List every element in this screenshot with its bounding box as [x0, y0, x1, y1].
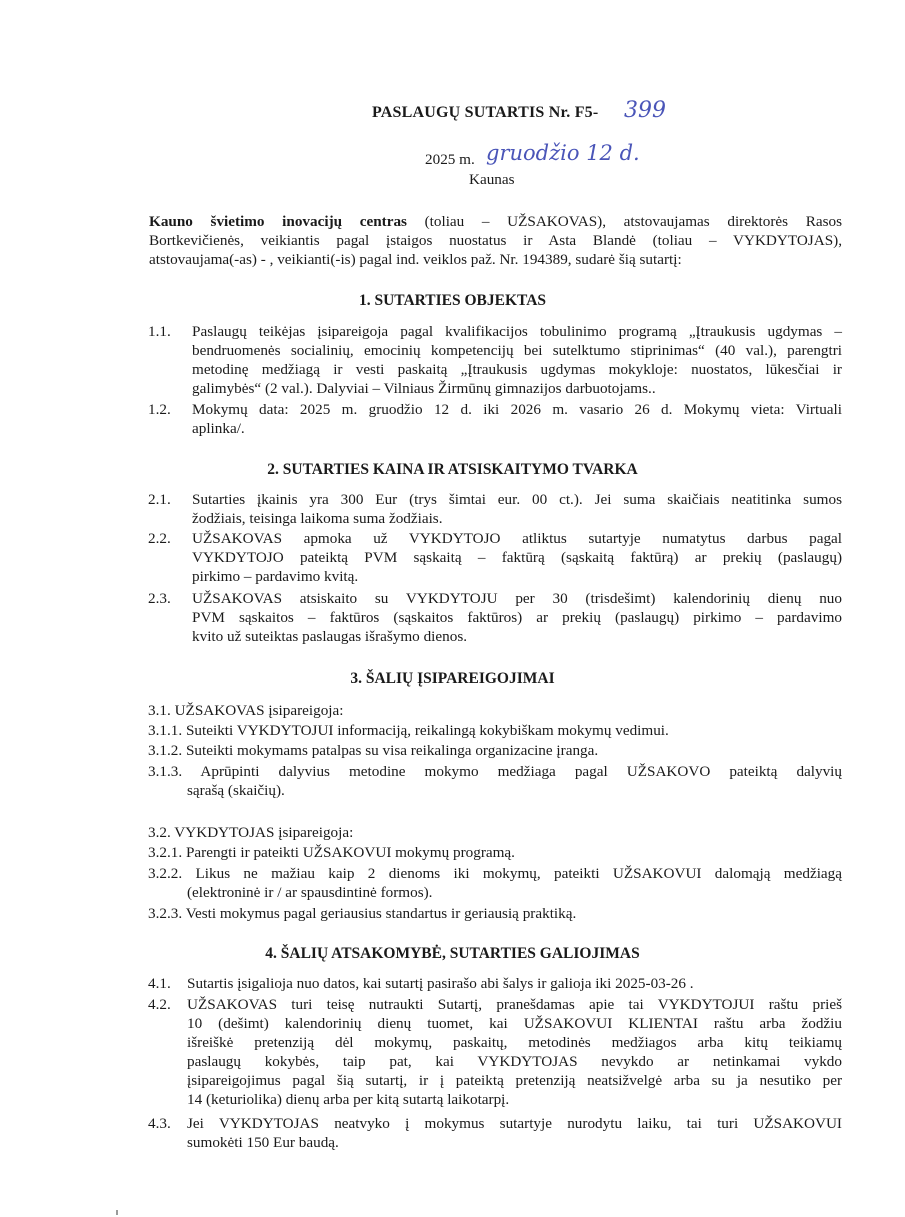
intro-line-3: atstovaujama(-as) - , veikianti(-is) pagal ind. veiklos paž. Nr. 194389, sudarė šią sutartį: — [149, 251, 682, 268]
clause-1-1-line: Paslaugų teikėjas įsipareigoja pagal kvalifikacijos tobulinimo programą „Įtraukusis ugdymas – — [192, 323, 842, 340]
clause-3-2-1: 3.2.1. Parengti ir pateikti UŽSAKOVUI mokymų programą. — [148, 844, 515, 861]
clause-4-3-number: 4.3. — [148, 1115, 171, 1132]
contract-date-prefix: 2025 m. — [425, 151, 475, 168]
clause-1-1-number: 1.1. — [148, 323, 171, 340]
clause-4-2-line: 14 (keturiolika) dienų arba per kitą sutartą laikotarpį. — [187, 1091, 510, 1108]
clause-2-3-line: UŽSAKOVAS atsiskaito su VYKDYTOJU per 30 (trisdešimt) kalendorinių dienų nuo — [192, 590, 842, 607]
clause-2-1-line: Sutarties įkainis yra 300 Eur (trys šimtai eur. 00 ct.). Jei suma skaičiais neatitinka sumos — [192, 491, 842, 508]
clause-2-2-line: pirkimo – pardavimo kvitą. — [192, 568, 359, 585]
clause-3-1: 3.1. UŽSAKOVAS įsipareigoja: — [148, 702, 344, 719]
handwritten-contract-number: 399 — [624, 98, 666, 123]
clause-4-2-number: 4.2. — [148, 996, 171, 1013]
clause-3-2-2-line: 3.2.2. Likus ne mažiau kaip 2 dienoms iki mokymų, pateikti UŽSAKOVUI dalomąją medžiagą — [148, 865, 842, 882]
clause-4-2-line: 10 (dešimt) kalendorinių dienų tuomet, kai UŽSAKOVUI KLIENTAI raštu arba žodžiu — [187, 1015, 842, 1032]
clause-3-1-3-line: 3.1.3. Aprūpinti dalyvius metodine mokymo medžiaga pagal UŽSAKOVO pateiktą dalyvių — [148, 763, 842, 780]
clause-4-1-line: Sutartis įsigalioja nuo datos, kai sutartį pasirašo abi šalys ir galioja iki 2025-03-26 . — [187, 975, 694, 992]
clause-2-2-number: 2.2. — [148, 530, 171, 547]
contract-city: Kaunas — [469, 171, 515, 188]
clause-2-1-line: žodžiais, teisinga laikoma suma žodžiais. — [192, 510, 443, 527]
section-2-heading: 2. SUTARTIES KAINA IR ATSISKAITYMO TVARKA — [267, 461, 638, 478]
clause-2-3-line: PVM sąskaitos – faktūros (sąskaitos faktūros) ar prekių (paslaugų) pirkimo – pardavimo — [192, 609, 842, 626]
contract-title — [372, 104, 598, 122]
contract-title-text: PASLAUGŲ SUTARTIS Nr. F5- — [372, 104, 599, 121]
clause-2-2-line: UŽSAKOVAS apmoka už VYKDYTOJO atliktus sutartyje numatytus darbus pagal — [192, 530, 842, 547]
clause-3-1-3-line: sąrašą (skaičių). — [187, 782, 285, 799]
clause-4-2-line: įsipareigojimus pagal šią sutartį, ir į pateiktą pretenziją neatsižvelgė arba su ja nesutiko per — [187, 1072, 842, 1089]
clause-4-2-line: UŽSAKOVAS turi teisę nutraukti Sutartį, pranešdamas apie tai VYKDYTOJUI raštu prieš — [187, 996, 842, 1013]
party-name: Kauno švietimo inovacijų centras — [149, 213, 407, 230]
intro-line-1 — [149, 212, 842, 231]
clause-1-2-line: aplinka/. — [192, 420, 245, 437]
section-1-heading: 1. SUTARTIES OBJEKTAS — [358, 292, 547, 309]
clause-4-3-line: Jei VYKDYTOJAS neatvyko į mokymus sutartyje nurodytu laiku, tai turi UŽSAKOVUI — [187, 1115, 842, 1132]
clause-4-2-line: išreiškė pretenziją dėl mokymų, paskaitų, metodinės medžiagos arba kitų teikiamų — [187, 1034, 842, 1051]
section-4-heading: 4. ŠALIŲ ATSAKOMYBĖ, SUTARTIES GALIOJIMAS — [265, 945, 640, 962]
handwritten-date: gruodžio 12 d. — [486, 141, 640, 165]
clause-3-1-1: 3.1.1. Suteikti VYKDYTOJUI informaciją, reikalingą kokybiškam mokymų vedimui. — [148, 722, 669, 739]
clause-1-2-number: 1.2. — [148, 401, 171, 418]
clause-4-3-line: sumokėti 150 Eur baudą. — [187, 1134, 339, 1151]
intro-line-1-rest: (toliau – UŽSAKOVAS), atstovaujamas direktorės Rasos — [424, 213, 843, 230]
clause-3-2-2-line: (elektroninė ir / ar spausdintinė formos). — [187, 884, 433, 901]
clause-1-2-line: Mokymų data: 2025 m. gruodžio 12 d. iki 2026 m. vasario 26 d. Mokymų vieta: Virtuali — [192, 401, 842, 418]
intro-line-2: Bortkevičienės, veikiantis pagal įstaigos nuostatus ir Asta Blandė (toliau – VYKDYTOJAS), — [149, 232, 842, 249]
clause-3-1-2: 3.1.2. Suteikti mokymams patalpas su visa reikalinga organizacine įranga. — [148, 742, 599, 759]
clause-1-1-line: bendruomenės socialinių, emocinių kompetencijų bei sutelktumo stiprinimas“ (40 val.), parengtri — [192, 342, 842, 359]
clause-2-3-line: kvito už suteiktas paslaugas išrašymo dienos. — [192, 628, 468, 645]
scan-mark — [116, 1210, 118, 1215]
clause-1-1-line: metodinę medžiagą ir vesti paskaitą „Įtraukusis ugdymas mokykloje: nuostatos, lūkesčiai ir — [192, 361, 842, 378]
clause-3-2: 3.2. VYKDYTOJAS įsipareigoja: — [148, 824, 354, 841]
clause-3-2-3: 3.2.3. Vesti mokymus pagal geriausius standartus ir geriausią praktiką. — [148, 905, 577, 922]
clause-4-2-line: paslaugų kokybės, taip pat, kai VYKDYTOJAS nevykdo ar netinkamai vykdo — [187, 1053, 842, 1070]
clause-2-1-number: 2.1. — [148, 491, 171, 508]
clause-1-1-line: galimybės“ (2 val.). Dalyviai – Vilniaus Žirmūnų gimnazijos darbuotojams.. — [192, 380, 656, 397]
clause-2-2-line: VYKDYTOJO pateiktą PVM sąskaitą – faktūrą (sąskaitą faktūrą) ar prekių (paslaugų) — [192, 549, 842, 566]
clause-2-3-number: 2.3. — [148, 590, 171, 607]
clause-4-1-number: 4.1. — [148, 975, 171, 992]
section-3-heading: 3. ŠALIŲ ĮSIPAREIGOJIMAI — [350, 670, 555, 687]
